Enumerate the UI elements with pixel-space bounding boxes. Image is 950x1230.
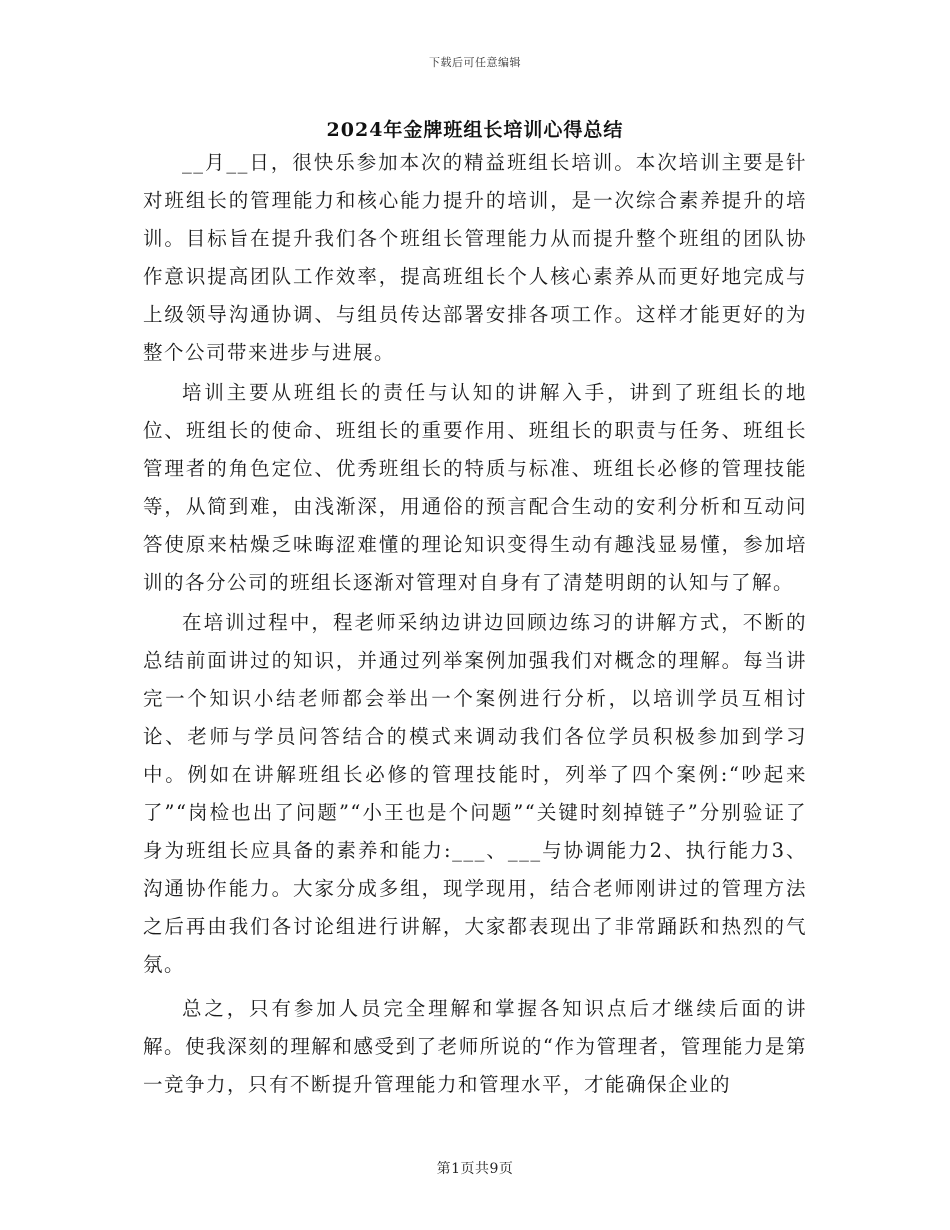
document-title: 2024年金牌班组长培训心得总结 [326, 119, 624, 141]
page-header-note: 下载后可任意编辑 [429, 56, 521, 69]
document-body [143, 144, 807, 1112]
paragraph: 培训主要从班组长的责任与认知的讲解入手，讲到了班组长的地位、班组长的使命、班组长的重要作用、班组长的职责与任务、班组长管理者的角色定位、优秀班组长的特质与标准、班组长必修的管理技能等，从简到难，由浅渐深，用通俗的预言配合生动的安利分析和互动问答使原来枯燥乏味晦涩难懂的理论知识变得生动有趣浅显易懂，参加培训的各分公司的班组长逐渐对管理对自身有了清楚明朗的认知与了解。 [143, 381, 807, 594]
paragraph: 在培训过程中，程老师采纳边讲边回顾边练习的讲解方式，不断的总结前面讲过的知识，并通过列举案例加强我们对概念的理解。每当讲完一个知识小结老师都会举出一个案例进行分析，以培训学员互相讨论、老师与学员问答结合的模式来调动我们各位学员积极参加到学习中。例如在讲解班组长必修的管理技能时，列举了四个案例:“吵起来了”“岗检也出了问题”“小王也是个问题”“关键时刻掉链子”分别验证了身为班组长应具备的素养和能力:___、___与协调能力2、执行能力3、沟通协作能力。大家分成多组，现学现用，结合老师刚讲过的管理方法之后再由我们各讨论组进行讲解，大家都表现出了非常踊跃和热烈的气氛。 [143, 611, 807, 976]
paragraph: 总之，只有参加人员完全理解和掌握各知识点后才继续后面的讲解。使我深刻的理解和感受到了老师所说的“作为管理者，管理能力是第一竞争力，只有不断提升管理能力和管理水平，才能确保企业的 [143, 997, 807, 1096]
paragraph: __月__日，很快乐参加本次的精益班组长培训。本次培训主要是针对班组长的管理能力和核心能力提升的培训，是一次综合素养提升的培训。目标旨在提升我们各个班组长管理能力从而提升整个班组的团队协作意识提高团队工作效率，提高班组长个人核心素养从而更好地完成与上级领导沟通协调、与组员传达部署安排各项工作。这样才能更好的为整个公司带来进步与进展。 [143, 151, 807, 364]
page-number: 第1页共9页 [436, 1161, 514, 1177]
